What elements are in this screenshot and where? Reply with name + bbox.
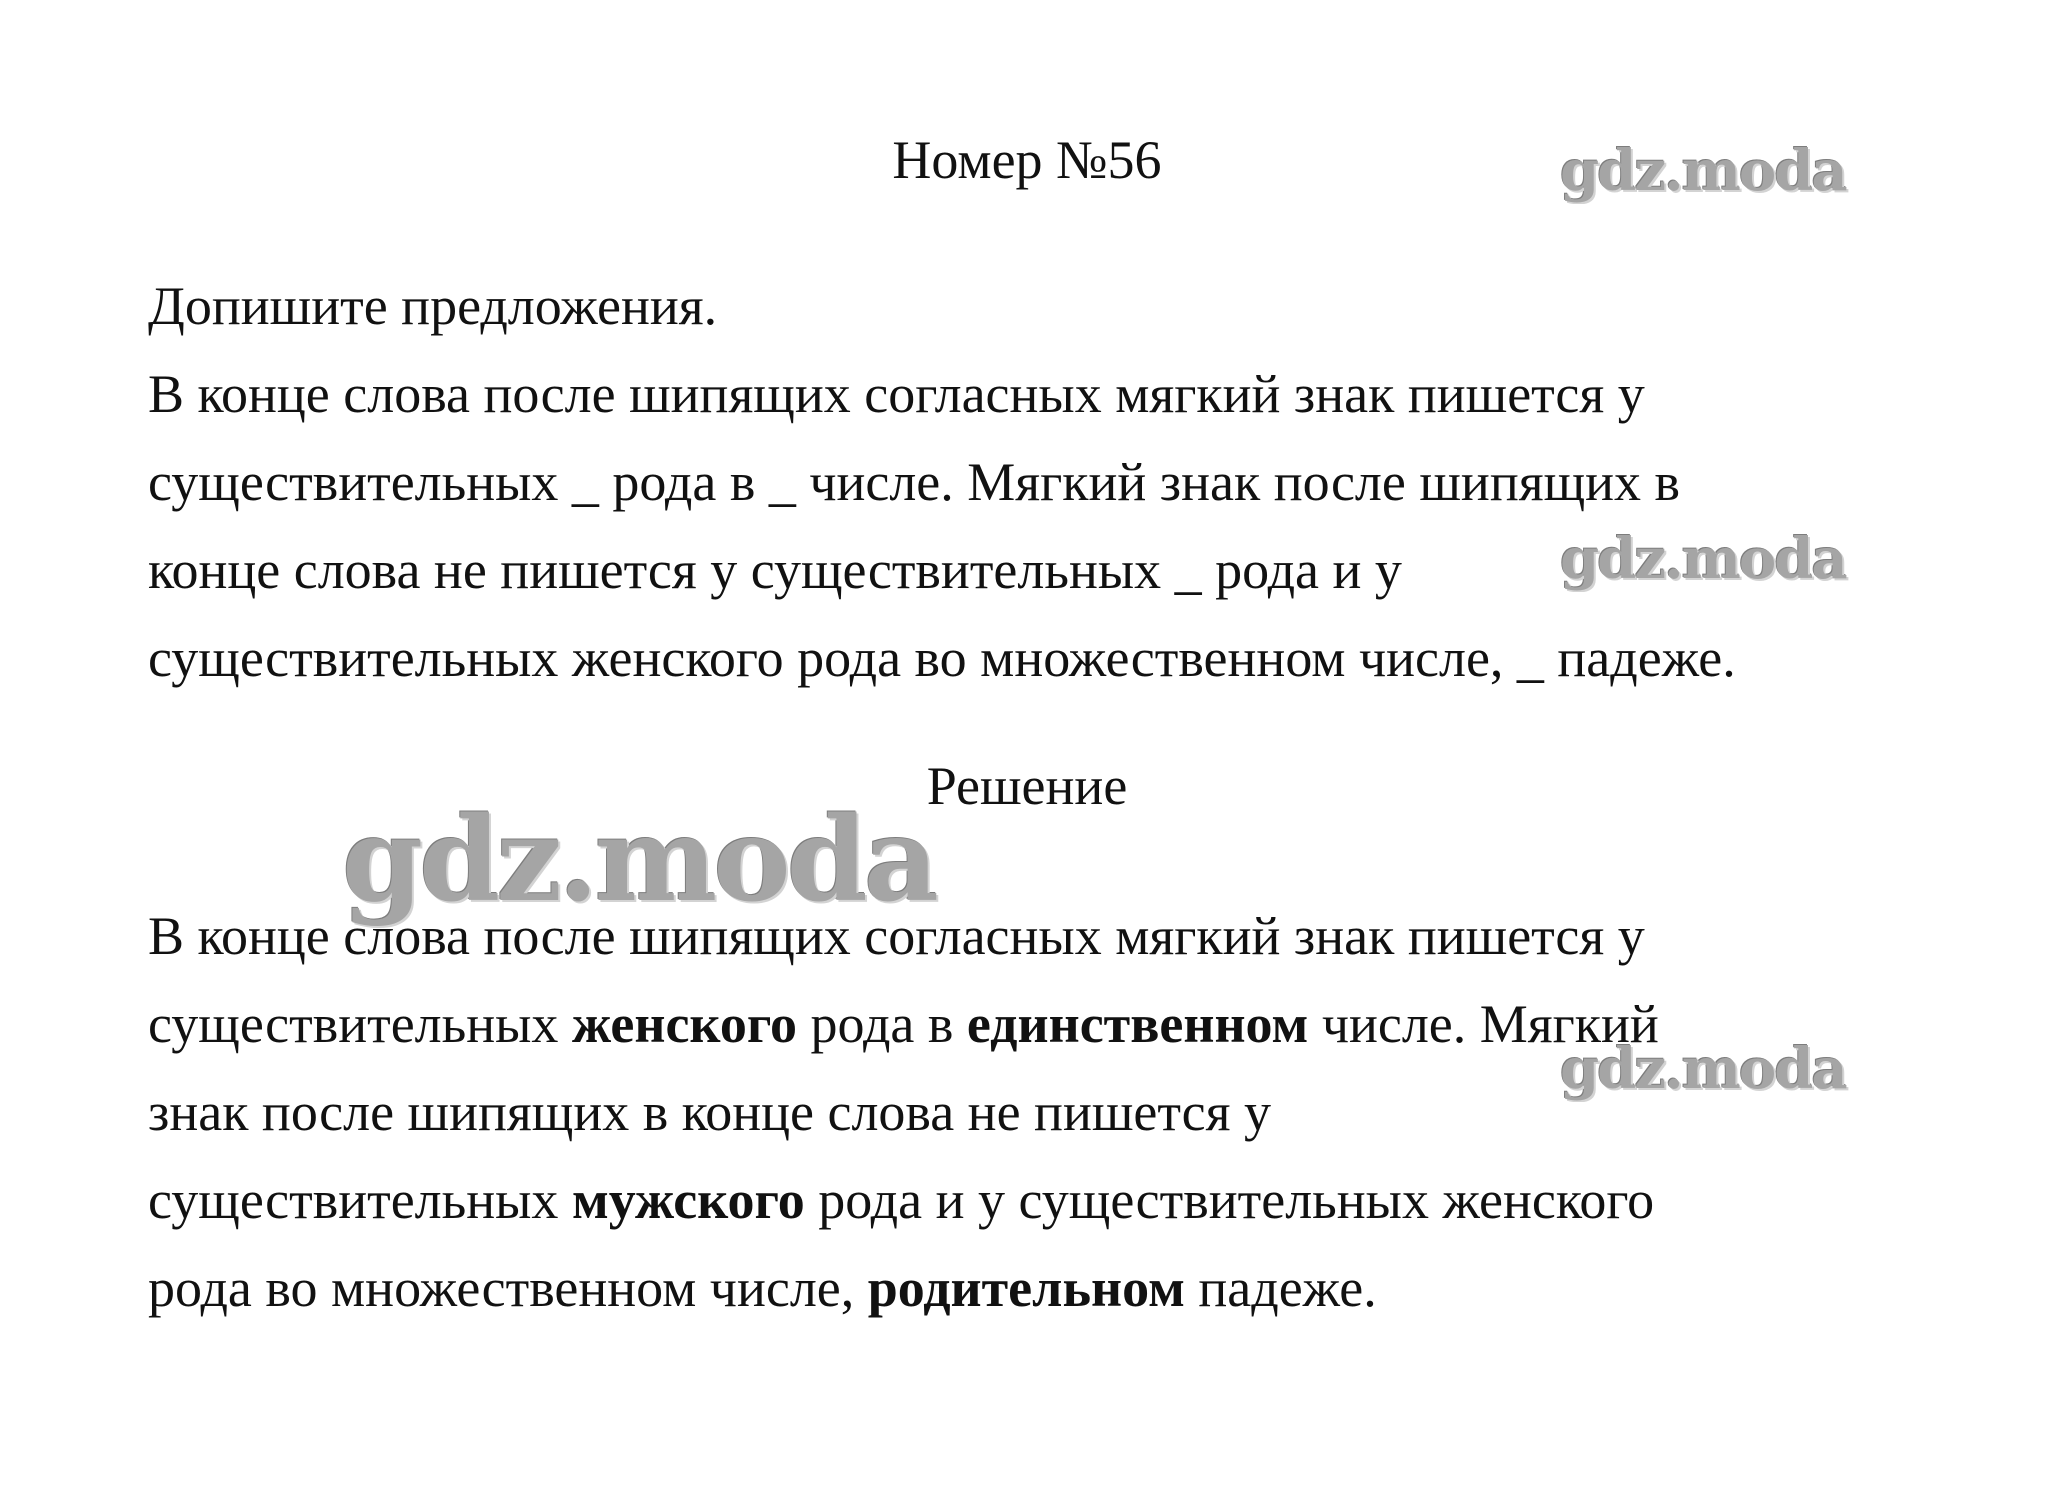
page-title: Номер №56: [892, 130, 1162, 190]
solution-text-run: падеже.: [1184, 1258, 1377, 1318]
solution-text: [148, 892, 1948, 1332]
solution-text-run: числе. Мягкий: [1308, 994, 1659, 1054]
solution-text-run: рода во множественном числе,: [148, 1258, 868, 1318]
solution-text-run: существительных: [148, 1170, 572, 1230]
answer-masculine: мужского: [571, 1170, 805, 1230]
solution-title: Решение: [926, 756, 1128, 816]
solution-text-run: существительных: [148, 994, 572, 1054]
task-line-5: существительных женского рода во множественном числе, _ падеже.: [148, 628, 1736, 688]
watermark-logo: gdz.moda: [1560, 1036, 1846, 1102]
task-line-4: конце слова не пишется у существительных _ рода и у: [148, 540, 1402, 600]
task-line-1: Допишите предложения.: [148, 276, 718, 336]
solution-text-run: рода в: [797, 994, 967, 1054]
solution-line-3: знак после шипящих в конце слова не пишется у: [148, 1082, 1271, 1142]
task-line-2: В конце слова после шипящих согласных мягкий знак пишется у: [148, 364, 1645, 424]
solution-line-5: [148, 1244, 1948, 1332]
task-line-3: существительных _ рода в _ числе. Мягкий знак после шипящих в: [148, 452, 1681, 512]
task-text: [148, 262, 1948, 702]
answer-feminine: женского: [571, 994, 798, 1054]
answer-genitive: родительном: [867, 1258, 1185, 1318]
solution-text-run: рода и у существительных женского: [804, 1170, 1655, 1230]
watermark-logo: gdz.moda: [1560, 526, 1846, 592]
watermark-logo: gdz.moda: [342, 792, 935, 928]
solution-line-4: [148, 1156, 1948, 1244]
watermark-logo: gdz.moda: [1560, 138, 1846, 204]
answer-singular: единственном: [966, 994, 1309, 1054]
solution-line-1: В конце слова после шипящих согласных мягкий знак пишется у: [148, 906, 1645, 966]
